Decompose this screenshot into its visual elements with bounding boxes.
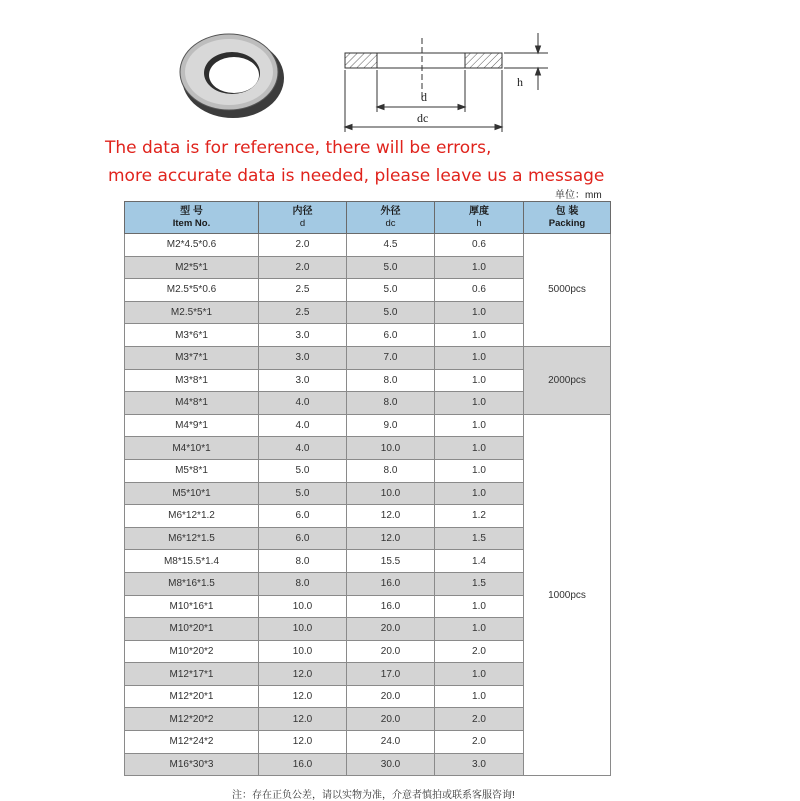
cell-d: 4.0 [259,414,347,437]
cell-d: 10.0 [259,618,347,641]
cell-d: 6.0 [259,527,347,550]
cell-h: 1.0 [435,685,524,708]
cell-dc: 10.0 [347,482,435,505]
cell-item: M6*12*1.5 [125,527,259,550]
cell-d: 10.0 [259,595,347,618]
cell-d: 6.0 [259,505,347,528]
cell-h: 1.0 [435,392,524,415]
header-item-no [125,202,259,234]
cell-h: 1.0 [435,663,524,686]
cell-h: 1.2 [435,505,524,528]
cell-d: 4.0 [259,392,347,415]
cell-item: M2*4.5*0.6 [125,234,259,257]
washer-spec-table [124,201,611,776]
cell-h: 1.0 [435,482,524,505]
washer-diagram [0,0,800,140]
disclaimer-line-2: more accurate data is needed, please leave us a message [108,166,605,186]
cell-d: 2.0 [259,234,347,257]
header-en: h [476,217,482,229]
cell-dc: 9.0 [347,414,435,437]
cell-d: 3.0 [259,346,347,369]
cell-dc: 12.0 [347,505,435,528]
cell-h: 1.5 [435,527,524,550]
cell-item: M2.5*5*1 [125,301,259,324]
cell-h: 1.0 [435,324,524,347]
cell-h: 1.0 [435,301,524,324]
dimension-h-label: h [517,75,523,89]
cell-item: M3*7*1 [125,346,259,369]
cell-h: 1.0 [435,346,524,369]
table-header-row [125,202,611,234]
cell-h: 1.0 [435,459,524,482]
footnote: 注：存在正负公差，请以实物为准，介意者慎拍或联系客服咨询! [232,790,515,801]
cell-dc: 6.0 [347,324,435,347]
cell-h: 1.0 [435,437,524,460]
cell-d: 2.0 [259,256,347,279]
cell-h: 2.0 [435,708,524,731]
cell-h: 1.0 [435,414,524,437]
cell-d: 8.0 [259,550,347,573]
cell-dc: 24.0 [347,731,435,754]
table-row [125,414,611,437]
cell-h: 1.0 [435,595,524,618]
cell-dc: 8.0 [347,369,435,392]
dimension-d-label: d [421,90,427,104]
cell-d: 2.5 [259,301,347,324]
header-cn: 厚度 [469,205,489,217]
cell-h: 1.0 [435,618,524,641]
cell-dc: 16.0 [347,595,435,618]
cell-dc: 4.5 [347,234,435,257]
cell-dc: 16.0 [347,572,435,595]
header-en: d [299,217,306,229]
cell-packing: 1000pcs [524,414,611,776]
cell-dc: 30.0 [347,753,435,776]
header-en: dc [385,217,396,229]
cell-item: M10*20*2 [125,640,259,663]
cell-h: 2.0 [435,640,524,663]
cell-item: M4*9*1 [125,414,259,437]
cell-h: 1.0 [435,256,524,279]
cell-d: 12.0 [259,663,347,686]
cell-d: 3.0 [259,369,347,392]
unit-label: 单位：mm [555,190,602,201]
header-outer-diameter [347,202,435,234]
cell-item: M5*8*1 [125,459,259,482]
cell-item: M12*24*2 [125,731,259,754]
cell-h: 2.0 [435,731,524,754]
cell-item: M12*17*1 [125,663,259,686]
cell-h: 0.6 [435,279,524,302]
cell-item: M2*5*1 [125,256,259,279]
cell-h: 1.0 [435,369,524,392]
cell-d: 8.0 [259,572,347,595]
cell-packing: 2000pcs [524,346,611,414]
table-body [125,234,611,776]
cell-dc: 12.0 [347,527,435,550]
cell-item: M10*20*1 [125,618,259,641]
cell-item: M6*12*1.2 [125,505,259,528]
cell-item: M10*16*1 [125,595,259,618]
header-packing [524,202,611,234]
header-cn: 内径 [292,205,313,217]
cell-item: M12*20*2 [125,708,259,731]
cell-dc: 5.0 [347,256,435,279]
cell-h: 3.0 [435,753,524,776]
cell-d: 10.0 [259,640,347,663]
cell-h: 1.5 [435,572,524,595]
cell-d: 5.0 [259,459,347,482]
cell-dc: 17.0 [347,663,435,686]
header-cn: 包 装 [555,205,579,217]
cell-item: M2.5*5*0.6 [125,279,259,302]
cell-d: 2.5 [259,279,347,302]
cell-dc: 8.0 [347,392,435,415]
cell-item: M3*8*1 [125,369,259,392]
cell-item: M3*6*1 [125,324,259,347]
cell-d: 4.0 [259,437,347,460]
cell-dc: 20.0 [347,685,435,708]
washer-3d-view [180,34,284,118]
cell-item: M4*10*1 [125,437,259,460]
cell-dc: 10.0 [347,437,435,460]
cell-packing: 5000pcs [524,234,611,347]
cell-item: M8*15.5*1.4 [125,550,259,573]
header-en: Item No. [172,217,211,229]
cell-dc: 8.0 [347,459,435,482]
cell-h: 1.4 [435,550,524,573]
cell-dc: 20.0 [347,618,435,641]
cell-d: 12.0 [259,685,347,708]
cell-d: 16.0 [259,753,347,776]
cell-d: 5.0 [259,482,347,505]
cell-dc: 15.5 [347,550,435,573]
table-row [125,234,611,257]
table-row [125,346,611,369]
cell-d: 12.0 [259,708,347,731]
cell-item: M4*8*1 [125,392,259,415]
cell-item: M12*20*1 [125,685,259,708]
cell-dc: 7.0 [347,346,435,369]
header-inner-diameter [259,202,347,234]
disclaimer-line-1: The data is for reference, there will be errors, [105,138,492,158]
cell-dc: 5.0 [347,301,435,324]
dimension-dc-label: dc [417,111,429,125]
cell-item: M8*16*1.5 [125,572,259,595]
cell-d: 3.0 [259,324,347,347]
header-thickness [435,202,524,234]
cell-d: 12.0 [259,731,347,754]
cell-dc: 20.0 [347,708,435,731]
cell-item: M5*10*1 [125,482,259,505]
header-cn: 外径 [380,205,401,217]
header-cn: 型 号 [180,205,203,217]
header-en: Packing [548,217,586,229]
cell-item: M16*30*3 [125,753,259,776]
cell-dc: 5.0 [347,279,435,302]
cell-h: 0.6 [435,234,524,257]
cell-dc: 20.0 [347,640,435,663]
